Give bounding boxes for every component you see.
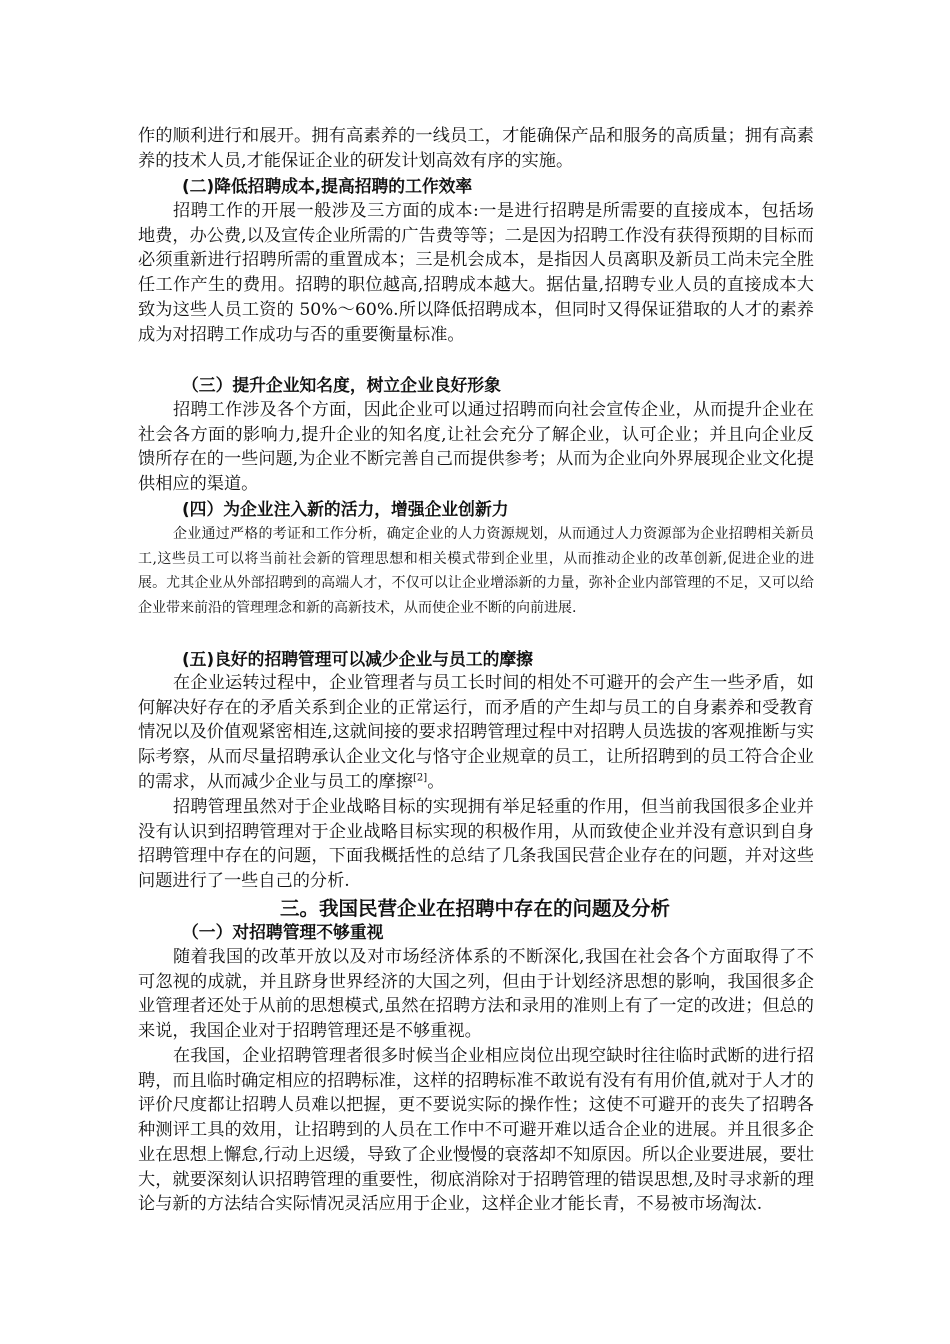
- heading-innovation: (四）为企业注入新的活力，增强企业创新力: [182, 499, 509, 519]
- heading-reduce-cost: (二)降低招聘成本,提高招聘的工作效率: [182, 176, 473, 196]
- paragraph-temporary-hiring: 在我国，企业招聘管理者很多时候当企业相应岗位出现空缺时往往临时武断的进行招聘，而且临时确定相应的招聘标准，这样的招聘标准不敢说有没有有用价值,就对于人才的评价尺度都让招聘人员难以把握，更不要说实际的操作性；这使不可避开的丧失了招聘各种测评工具的效用，让招聘到的人员在工作中不可避开难以适合企业的进展。并且很多企业在思想上懈怠,行动上迟缓，导致了企业慢慢的衰落却不知原因。所以企业要进展，要壮大，就要深刻认识招聘管理的重要性，彻底消除对于招聘管理的错误思想,及时寻求新的理论与新的方法结合实际情况灵活应用于企业，这样企业才能长青，不易被市场淘汰.: [138, 1046, 814, 1215]
- paragraph-intro-continued: 作的顺利进行和展开。拥有高素养的一线员工，才能确保产品和服务的高质量；拥有高素养的技术人员,才能保证企业的研发计划高效有序的实施。: [138, 126, 814, 171]
- paragraph-reduce-friction: [138, 671, 814, 795]
- citation-ref: [2]: [413, 772, 428, 784]
- heading-reduce-friction: (五)良好的招聘管理可以减少企业与员工的摩擦: [182, 649, 533, 669]
- section-heading-problems: 三。我国民营企业在招聘中存在的问题及分析: [279, 897, 670, 920]
- paragraph-reduce-friction-text: 在企业运转过程中，企业管理者与员工长时间的相处不可避开的会产生一些矛盾，如何解决好存在的矛盾关系到企业的正常运行，而矛盾的产生却与员工的自身素养和受教育情况以及价值观紧密相连,这就间接的要求招聘管理过程中对招聘人员选拔的客观推断与实际考察，从而尽量招聘承认企业文化与恪守企业规章的员工，让所招聘到的员工符合企业的需求，从而减少企业与员工的摩擦: [138, 673, 814, 792]
- paragraph-brand-image: 招聘工作涉及各个方面，因此企业可以通过招聘而向社会宣传企业，从而提升企业在社会各方面的影响力,提升企业的知名度,让社会充分了解企业，认可企业；并且向企业反馈所存在的一些问题,为企业不断完善自己而提供参考；从而为企业向外界展现企业文化提供相应的渠道。: [138, 400, 814, 495]
- paragraph-recruitment-cost: 招聘工作的开展一般涉及三方面的成本:一是进行招聘是所需要的直接成本，包括场地费，办公费,以及宣传企业所需的广告费等等；二是因为招聘工作没有获得预期的目标而必须重新进行招聘所需的重置成本；三是机会成本，是指因人员离职及新员工尚未完全胜任工作产生的费用。招聘的职位越高,招聘成本越大。据估量,招聘专业人员的直接成本大致为这些人员工资的 50%～60%.所以降低招聘成本，但同时又得保证猎取的人才的素养成为对招聘工作成功与否的重要衡量标准。: [138, 201, 814, 345]
- paragraph-not-valued: 随着我国的改革开放以及对市场经济体系的不断深化,我国在社会各个方面取得了不可忽视的成就，并且跻身世界经济的大国之列，但由于计划经济思想的影响，我国很多企业管理者还处于从前的思想模式,虽然在招聘方法和录用的准则上有了一定的改进；但总的来说，我国企业对于招聘管理还是不够重视。: [138, 947, 814, 1042]
- paragraph-strategy-transition: 招聘管理虽然对于企业战略目标的实现拥有举足轻重的作用，但当前我国很多企业并没有认识到招聘管理对于企业战略目标实现的积极作用，从而致使企业并没有意识到自身招聘管理中存在的问题，下面我概括性的总结了几条我国民营企业存在的问题，并对这些问题进行了一些自己的分析.: [138, 797, 814, 892]
- paragraph-innovation: 企业通过严格的考证和工作分析，确定企业的人力资源规划，从而通过人力资源部为企业招聘相关新员工,这些员工可以将当前社会新的管理思想和相关模式带到企业里，从而推动企业的改革创新,促进企业的进展。尤其企业从外部招聘到的高端人才，不仅可以让企业增添新的力量，弥补企业内部管理的不足，又可以给企业带来前沿的管理理念和新的高新技术，从而使企业不断的向前进展.: [138, 526, 814, 616]
- heading-not-valued: （一）对招聘管理不够重视: [182, 922, 384, 942]
- heading-brand-image: （三）提升企业知名度，树立企业良好形象: [182, 375, 501, 395]
- paragraph-end-mark: 。: [427, 771, 445, 792]
